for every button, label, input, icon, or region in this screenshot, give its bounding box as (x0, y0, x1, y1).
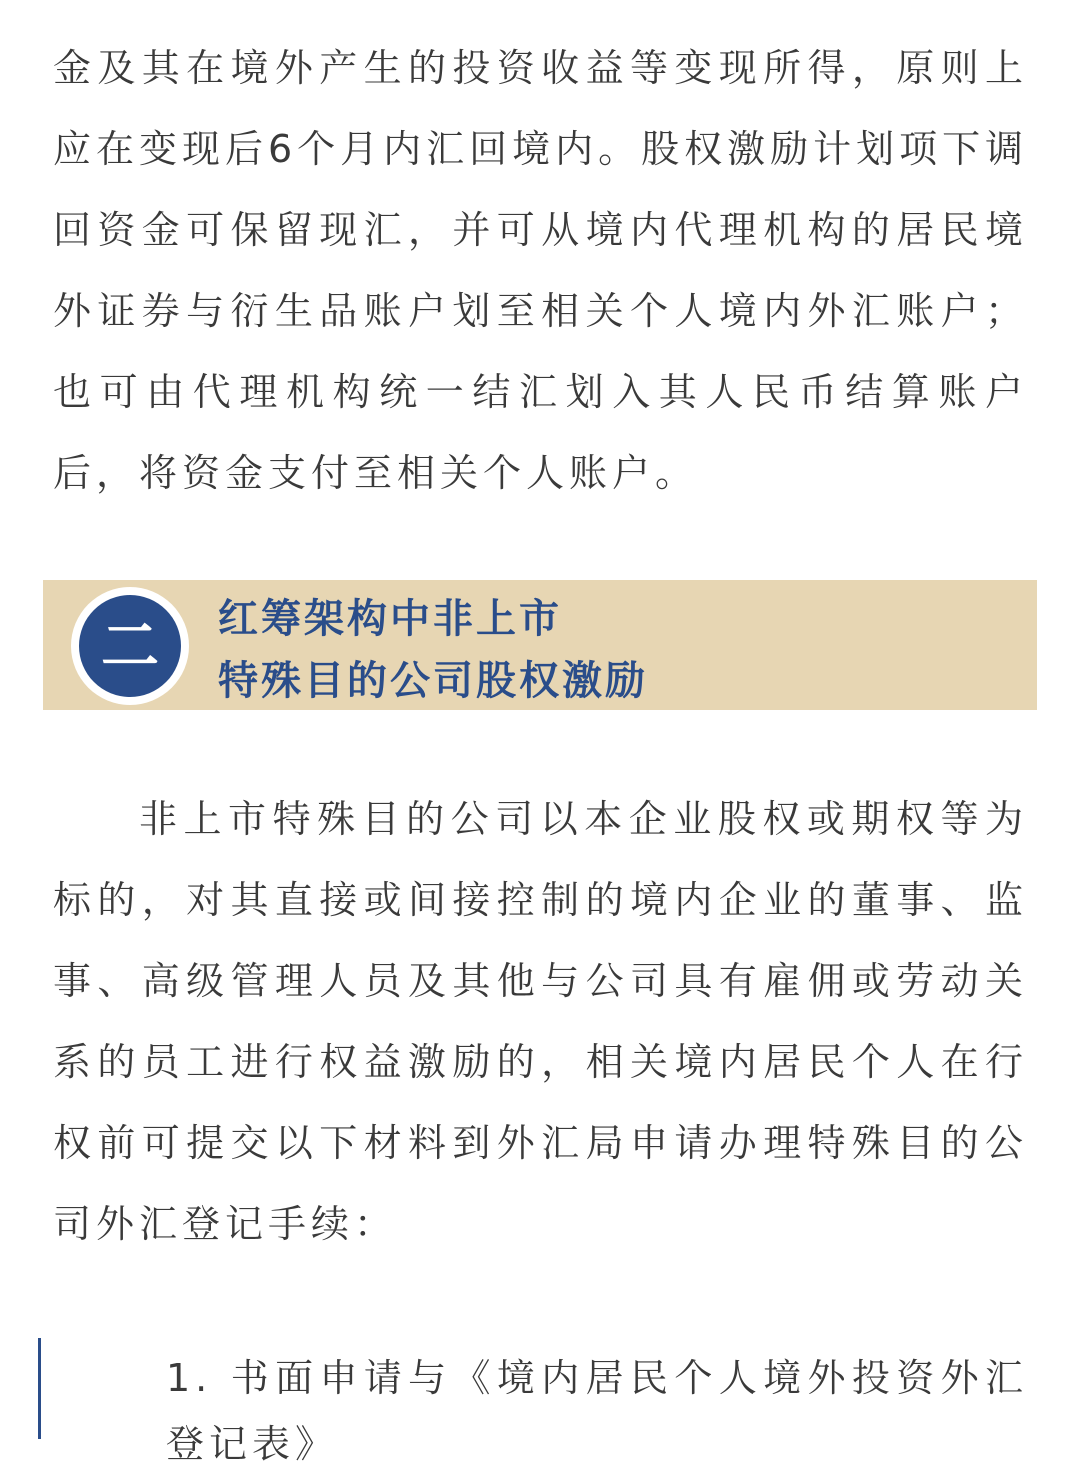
section-title-line: 红筹架构中非上市 (218, 596, 562, 642)
list-accent-bar (38, 1338, 41, 1439)
paragraph-line: 标的，对其直接或间接控制的境内企业的董事、监 (53, 878, 1028, 922)
paragraph-line: 权前可提交以下材料到外汇局申请办理特殊目的公 (53, 1121, 1028, 1165)
list-item: 1. 书面申请与《境内居民个人境外投资外汇 (166, 1356, 1028, 1400)
paragraph-line: 外证券与衍生品账户划至相关个人境内外汇账户； (53, 289, 1028, 333)
section-number-badge: 二 (79, 595, 181, 697)
paragraph-line: 司外汇登记手续： (53, 1202, 398, 1246)
paragraph-line: 应在变现后6个月内汇回境内。股权激励计划项下调 (53, 127, 1029, 171)
section-title-line: 特殊目的公司股权激励 (218, 658, 648, 704)
paragraph-line: 系的员工进行权益激励的，相关境内居民个人在行 (53, 1040, 1028, 1084)
paragraph-line-cut (53, 0, 1028, 28)
section-title (218, 588, 648, 712)
paragraph-line: 回资金可保留现汇，并可从境内代理机构的居民境 (53, 208, 1028, 252)
paragraph-line: 后，将资金支付至相关个人账户。 (53, 451, 699, 495)
list-item-continuation: 登记表》 (166, 1422, 339, 1466)
paragraph-repatriation (53, 0, 1028, 514)
paragraph-line: 金及其在境外产生的投资收益等变现所得，原则上 (53, 46, 1028, 90)
paragraph-non-listed-spv (53, 779, 1028, 1265)
paragraph-line: 非上市特殊目的公司以本企业股权或期权等为 (139, 797, 1028, 841)
paragraph-line: 事、高级管理人员及其他与公司具有雇佣或劳动关 (53, 959, 1028, 1003)
paragraph-line: 也可由代理机构统一结汇划入其人民币结算账户 (53, 370, 1028, 414)
